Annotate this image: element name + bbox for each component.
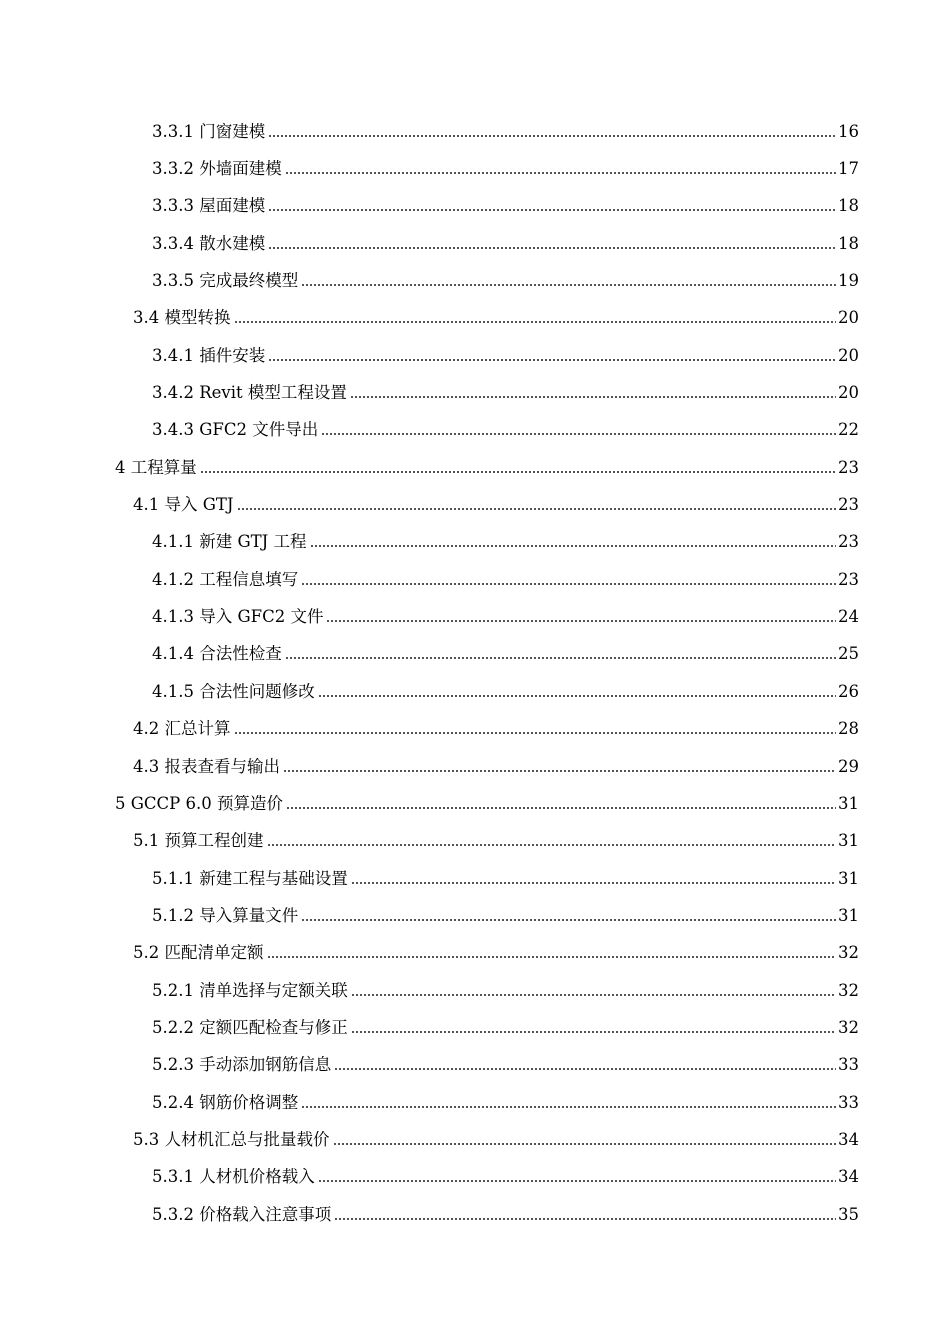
dot-leader <box>234 320 837 324</box>
dot-leader <box>234 731 837 735</box>
toc-entry-title: 5.2.1 清单选择与定额关联 <box>152 980 348 1000</box>
toc-entry-title: 3.4.2 Revit 模型工程设置 <box>152 383 347 403</box>
dot-leader <box>301 918 836 922</box>
dot-leader <box>351 881 836 885</box>
dot-leader <box>268 208 836 212</box>
toc-entry[interactable] <box>0 1196 950 1233</box>
toc-entry-page-number: 18 <box>838 233 859 253</box>
dot-leader <box>283 769 836 773</box>
toc-entry-page-number: 31 <box>838 905 859 925</box>
dot-leader <box>350 395 836 399</box>
toc-entry-title: 3.3.4 散水建模 <box>152 233 266 253</box>
toc-entry-page-number: 29 <box>838 756 859 776</box>
toc-entry-page-number: 16 <box>838 121 859 141</box>
toc-entry[interactable] <box>0 1121 950 1158</box>
toc-entry-title: 4.1 导入 GTJ <box>133 495 234 515</box>
toc-entry-title: 3.3.5 完成最终模型 <box>152 271 299 291</box>
toc-entry-page-number: 20 <box>838 345 859 365</box>
dot-leader <box>321 432 836 436</box>
toc-entry-title: 4.1.4 合法性检查 <box>152 644 282 664</box>
toc-entry-title: 5.3 人材机汇总与批量载价 <box>133 1129 330 1149</box>
toc-entry-title: 4.1.1 新建 GTJ 工程 <box>152 532 307 552</box>
toc-entry-page-number: 19 <box>838 271 859 291</box>
toc-entry-title: 5.1 预算工程创建 <box>133 831 264 851</box>
toc-entry[interactable] <box>0 524 950 561</box>
toc-entry-title: 5.2.3 手动添加钢筋信息 <box>152 1055 332 1075</box>
toc-entry[interactable] <box>0 113 950 150</box>
toc-entry-title: 3.3.3 屋面建模 <box>152 196 266 216</box>
toc-entry-page-number: 23 <box>838 495 859 515</box>
toc-entry[interactable] <box>0 262 950 299</box>
toc-entry-page-number: 34 <box>838 1129 859 1149</box>
toc-entry-title: 4.1.2 工程信息填写 <box>152 569 299 589</box>
toc-entry-title: 3.4.1 插件安装 <box>152 345 266 365</box>
toc-entry-page-number: 26 <box>838 681 859 701</box>
dot-leader <box>334 1217 836 1221</box>
dot-leader <box>285 656 836 660</box>
dot-leader <box>351 1030 836 1034</box>
table-of-contents <box>0 113 950 1233</box>
toc-entry-title: 5.3.1 人材机价格载入 <box>152 1167 315 1187</box>
toc-entry-page-number: 32 <box>838 943 859 963</box>
toc-entry-page-number: 17 <box>838 159 859 179</box>
toc-entry-page-number: 31 <box>838 868 859 888</box>
toc-entry-title: 3.4.3 GFC2 文件导出 <box>152 420 319 440</box>
toc-entry[interactable] <box>0 150 950 187</box>
toc-entry-page-number: 31 <box>838 793 859 813</box>
toc-entry-page-number: 28 <box>838 719 859 739</box>
toc-entry[interactable] <box>0 860 950 897</box>
dot-leader <box>268 246 836 250</box>
toc-entry-title: 4.3 报表查看与输出 <box>133 756 280 776</box>
toc-entry-page-number: 32 <box>838 1017 859 1037</box>
dot-leader <box>237 507 836 511</box>
toc-entry[interactable] <box>0 1084 950 1121</box>
toc-entry-page-number: 32 <box>838 980 859 1000</box>
dot-leader <box>318 1179 836 1183</box>
toc-entry[interactable] <box>0 897 950 934</box>
toc-entry-title: 5.2.2 定额匹配检查与修正 <box>152 1017 348 1037</box>
dot-leader <box>267 955 837 959</box>
toc-entry-page-number: 35 <box>838 1204 859 1224</box>
toc-entry-title: 5.1.1 新建工程与基础设置 <box>152 868 348 888</box>
toc-entry[interactable] <box>0 1009 950 1046</box>
toc-entry-page-number: 18 <box>838 196 859 216</box>
toc-entry[interactable] <box>0 972 950 1009</box>
toc-entry[interactable] <box>0 1047 950 1084</box>
dot-leader <box>333 1142 837 1146</box>
dot-leader <box>200 470 836 474</box>
toc-entry[interactable] <box>0 225 950 262</box>
toc-entry-page-number: 31 <box>838 831 859 851</box>
toc-entry-title: 5.3.2 价格载入注意事项 <box>152 1204 332 1224</box>
toc-entry-page-number: 25 <box>838 644 859 664</box>
toc-entry[interactable] <box>0 785 950 822</box>
toc-entry-page-number: 23 <box>838 569 859 589</box>
toc-entry[interactable] <box>0 711 950 748</box>
dot-leader <box>285 171 836 175</box>
toc-entry-page-number: 34 <box>838 1167 859 1187</box>
dot-leader <box>301 1105 836 1109</box>
toc-entry[interactable] <box>0 561 950 598</box>
toc-entry-title: 5 GCCP 6.0 预算造价 <box>115 793 284 813</box>
dot-leader <box>301 283 836 287</box>
dot-leader <box>326 619 836 623</box>
toc-entry-page-number: 33 <box>838 1092 859 1112</box>
dot-leader <box>267 843 837 847</box>
toc-entry-title: 4 工程算量 <box>115 457 197 477</box>
toc-entry[interactable] <box>0 300 950 337</box>
dot-leader <box>268 134 836 138</box>
toc-entry[interactable] <box>0 598 950 635</box>
toc-entry-page-number: 24 <box>838 607 859 627</box>
dot-leader <box>318 694 836 698</box>
toc-entry[interactable] <box>0 449 950 486</box>
toc-entry-title: 4.1.5 合法性问题修改 <box>152 681 315 701</box>
toc-entry[interactable] <box>0 673 950 710</box>
toc-entry[interactable] <box>0 1159 950 1196</box>
dot-leader <box>301 582 836 586</box>
toc-entry[interactable] <box>0 412 950 449</box>
toc-entry-page-number: 22 <box>838 420 859 440</box>
toc-entry-page-number: 23 <box>838 532 859 552</box>
toc-entry-title: 5.1.2 导入算量文件 <box>152 905 299 925</box>
toc-entry-page-number: 20 <box>838 383 859 403</box>
dot-leader <box>268 358 836 362</box>
toc-entry-title: 3.3.2 外墙面建模 <box>152 159 282 179</box>
toc-entry[interactable] <box>0 337 950 374</box>
dot-leader <box>310 544 836 548</box>
toc-entry-title: 5.2.4 钢筋价格调整 <box>152 1092 299 1112</box>
toc-entry[interactable] <box>0 748 950 785</box>
toc-entry-title: 5.2 匹配清单定额 <box>133 943 264 963</box>
toc-entry[interactable] <box>0 188 950 225</box>
toc-entry-page-number: 33 <box>838 1055 859 1075</box>
toc-entry-title: 3.4 模型转换 <box>133 308 231 328</box>
toc-entry-page-number: 20 <box>838 308 859 328</box>
toc-entry[interactable] <box>0 374 950 411</box>
toc-entry[interactable] <box>0 823 950 860</box>
toc-entry-title: 3.3.1 门窗建模 <box>152 121 266 141</box>
dot-leader <box>334 1067 836 1071</box>
toc-entry[interactable] <box>0 935 950 972</box>
dot-leader <box>286 806 836 810</box>
toc-entry-page-number: 23 <box>838 457 859 477</box>
toc-entry[interactable] <box>0 486 950 523</box>
dot-leader <box>351 993 836 997</box>
toc-entry[interactable] <box>0 636 950 673</box>
toc-entry-title: 4.1.3 导入 GFC2 文件 <box>152 607 324 627</box>
toc-entry-title: 4.2 汇总计算 <box>133 719 231 739</box>
